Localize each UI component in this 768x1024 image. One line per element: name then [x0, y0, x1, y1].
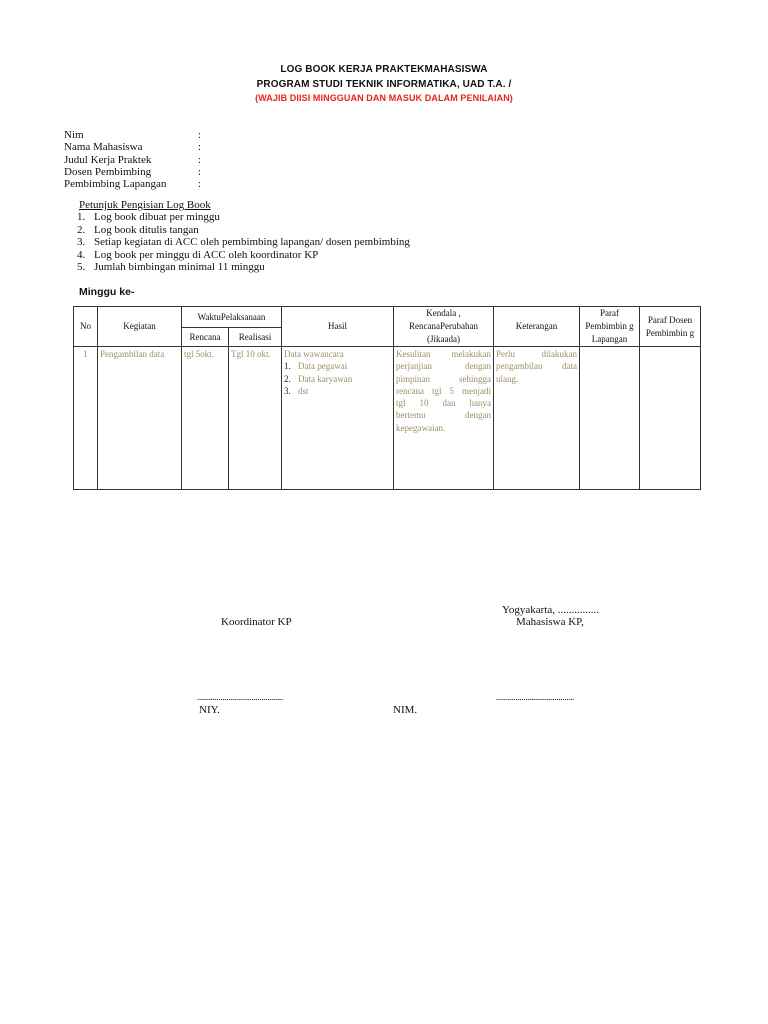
instruction-item — [77, 211, 410, 223]
info-value[interactable]: : — [198, 129, 202, 141]
item-number: 2. — [77, 223, 86, 236]
item-number: 2. — [284, 373, 291, 384]
instructions-title: Petunjuk Pengisian Log Book — [79, 199, 211, 211]
item-number: 1. — [284, 361, 291, 372]
info-label: Dosen Pembimbing — [64, 165, 152, 178]
info-label: Nim — [64, 129, 84, 141]
table-row — [74, 347, 701, 490]
info-value[interactable]: : — [198, 178, 202, 191]
item-text: dst — [298, 385, 309, 396]
item-text: Log book ditulis tangan — [94, 223, 199, 236]
info-label: Nama Mahasiswa — [64, 141, 143, 154]
hasil-list — [284, 360, 391, 397]
instruction-item — [77, 249, 410, 261]
header-kegiatan: Kegiatan — [98, 307, 182, 347]
header-paraf-dosen: Paraf Dosen Pembimbin g — [640, 307, 701, 347]
kendala-line: kepegawaian. — [396, 422, 446, 433]
signature-line-mahasiswa: ........................................ — [496, 692, 575, 702]
koordinator-label: Koordinator KP — [221, 616, 292, 628]
cell-no[interactable]: 1 — [74, 347, 98, 490]
kendala-line: tgl 10 dan hanya — [396, 398, 492, 409]
info-nama — [64, 141, 202, 154]
week-label: Minggu ke- — [79, 286, 135, 298]
instruction-item — [77, 224, 410, 236]
nim-label: NIM. — [393, 704, 418, 716]
info-value[interactable]: : — [198, 153, 202, 166]
item-number: 4. — [77, 248, 86, 261]
cell-paraf-dosen[interactable] — [640, 347, 701, 490]
item-text: Log book per minggu di ACC oleh koordinator KP — [94, 248, 319, 261]
info-pembimbing-lapangan — [64, 178, 202, 191]
item-text: Data pegawai — [298, 361, 348, 372]
info-label: Pembimbing Lapangan — [64, 178, 167, 191]
info-label: Judul Kerja Praktek — [64, 153, 152, 166]
student-info — [64, 129, 202, 191]
mahasiswa-label: Mahasiswa KP, — [516, 616, 584, 628]
item-text: Jumlah bimbingan minimal 11 minggu — [94, 261, 265, 274]
header-waktu: WaktuPelaksanaan — [182, 307, 282, 328]
list-item — [284, 373, 391, 385]
header-realisasi: Realisasi — [229, 328, 282, 347]
header-paraf-lapangan: Paraf Pembimbin g Lapangan — [580, 307, 640, 347]
cell-kegiatan[interactable]: Pengambilan data — [98, 347, 182, 490]
instruction-item — [77, 261, 410, 273]
info-judul — [64, 153, 202, 166]
list-item — [284, 360, 391, 372]
keterangan-line: ulang. — [496, 373, 519, 384]
keterangan-line: Perlu dilakukan — [496, 349, 578, 359]
program-title: PROGRAM STUDI TEKNIK INFORMATIKA, UAD T.A. / — [256, 79, 512, 90]
item-number: 3. — [284, 385, 291, 396]
info-nim — [64, 129, 202, 141]
item-number: 5. — [77, 261, 86, 274]
signature-line-koordinator: ............................................ — [197, 692, 283, 702]
cell-paraf-lapangan[interactable] — [580, 347, 640, 490]
header-keterangan: Keterangan — [494, 307, 580, 347]
instructions-list — [79, 211, 410, 273]
kendala-line: pimpinan sehingga — [396, 373, 492, 384]
instruction-item — [77, 236, 410, 248]
hasil-title: Data wawancara — [284, 349, 344, 359]
item-text: Log book dibuat per minggu — [94, 211, 220, 224]
document-title: LOG BOOK KERJA PRAKTEKMAHASISWA — [280, 64, 488, 75]
cell-keterangan[interactable] — [494, 347, 580, 490]
kendala-line: perjanjian dengan — [396, 361, 492, 372]
kendala-line: bertemu dengan — [396, 410, 492, 421]
item-text: Data karyawan — [298, 373, 353, 384]
niy-label: NIY. — [199, 704, 220, 716]
header-hasil: Hasil — [282, 307, 394, 347]
cell-hasil[interactable] — [282, 347, 394, 490]
info-value[interactable]: : — [198, 141, 202, 154]
instructions — [79, 199, 410, 273]
place-date: Yogyakarta, ............... — [502, 604, 599, 616]
item-number: 1. — [77, 211, 86, 224]
cell-rencana[interactable]: tgl 5okt. — [182, 347, 229, 490]
cell-realisasi[interactable]: Tgl 10 okt. — [229, 347, 282, 490]
info-dosen — [64, 165, 202, 178]
mandatory-note: (WAJIB DIISI MINGGUAN DAN MASUK DALAM PENILAIAN) — [255, 93, 513, 103]
info-value[interactable]: : — [198, 165, 202, 178]
item-text: Setiap kegiatan di ACC oleh pembimbing lapangan/ dosen pembimbing — [94, 236, 410, 249]
keterangan-line: pengambilan data — [496, 361, 578, 372]
log-table — [73, 306, 701, 490]
list-item — [284, 385, 391, 397]
header-kendala: Kendala , RencanaPerubahan (Jikaada) — [394, 307, 494, 347]
cell-kendala[interactable] — [394, 347, 494, 490]
item-number: 3. — [77, 236, 86, 249]
kendala-line: rencana tgl 5 menjadi — [396, 385, 492, 396]
kendala-line: Kesulitan melakukan — [396, 349, 492, 359]
header-no: No — [74, 307, 98, 347]
header-rencana: Rencana — [182, 328, 229, 347]
